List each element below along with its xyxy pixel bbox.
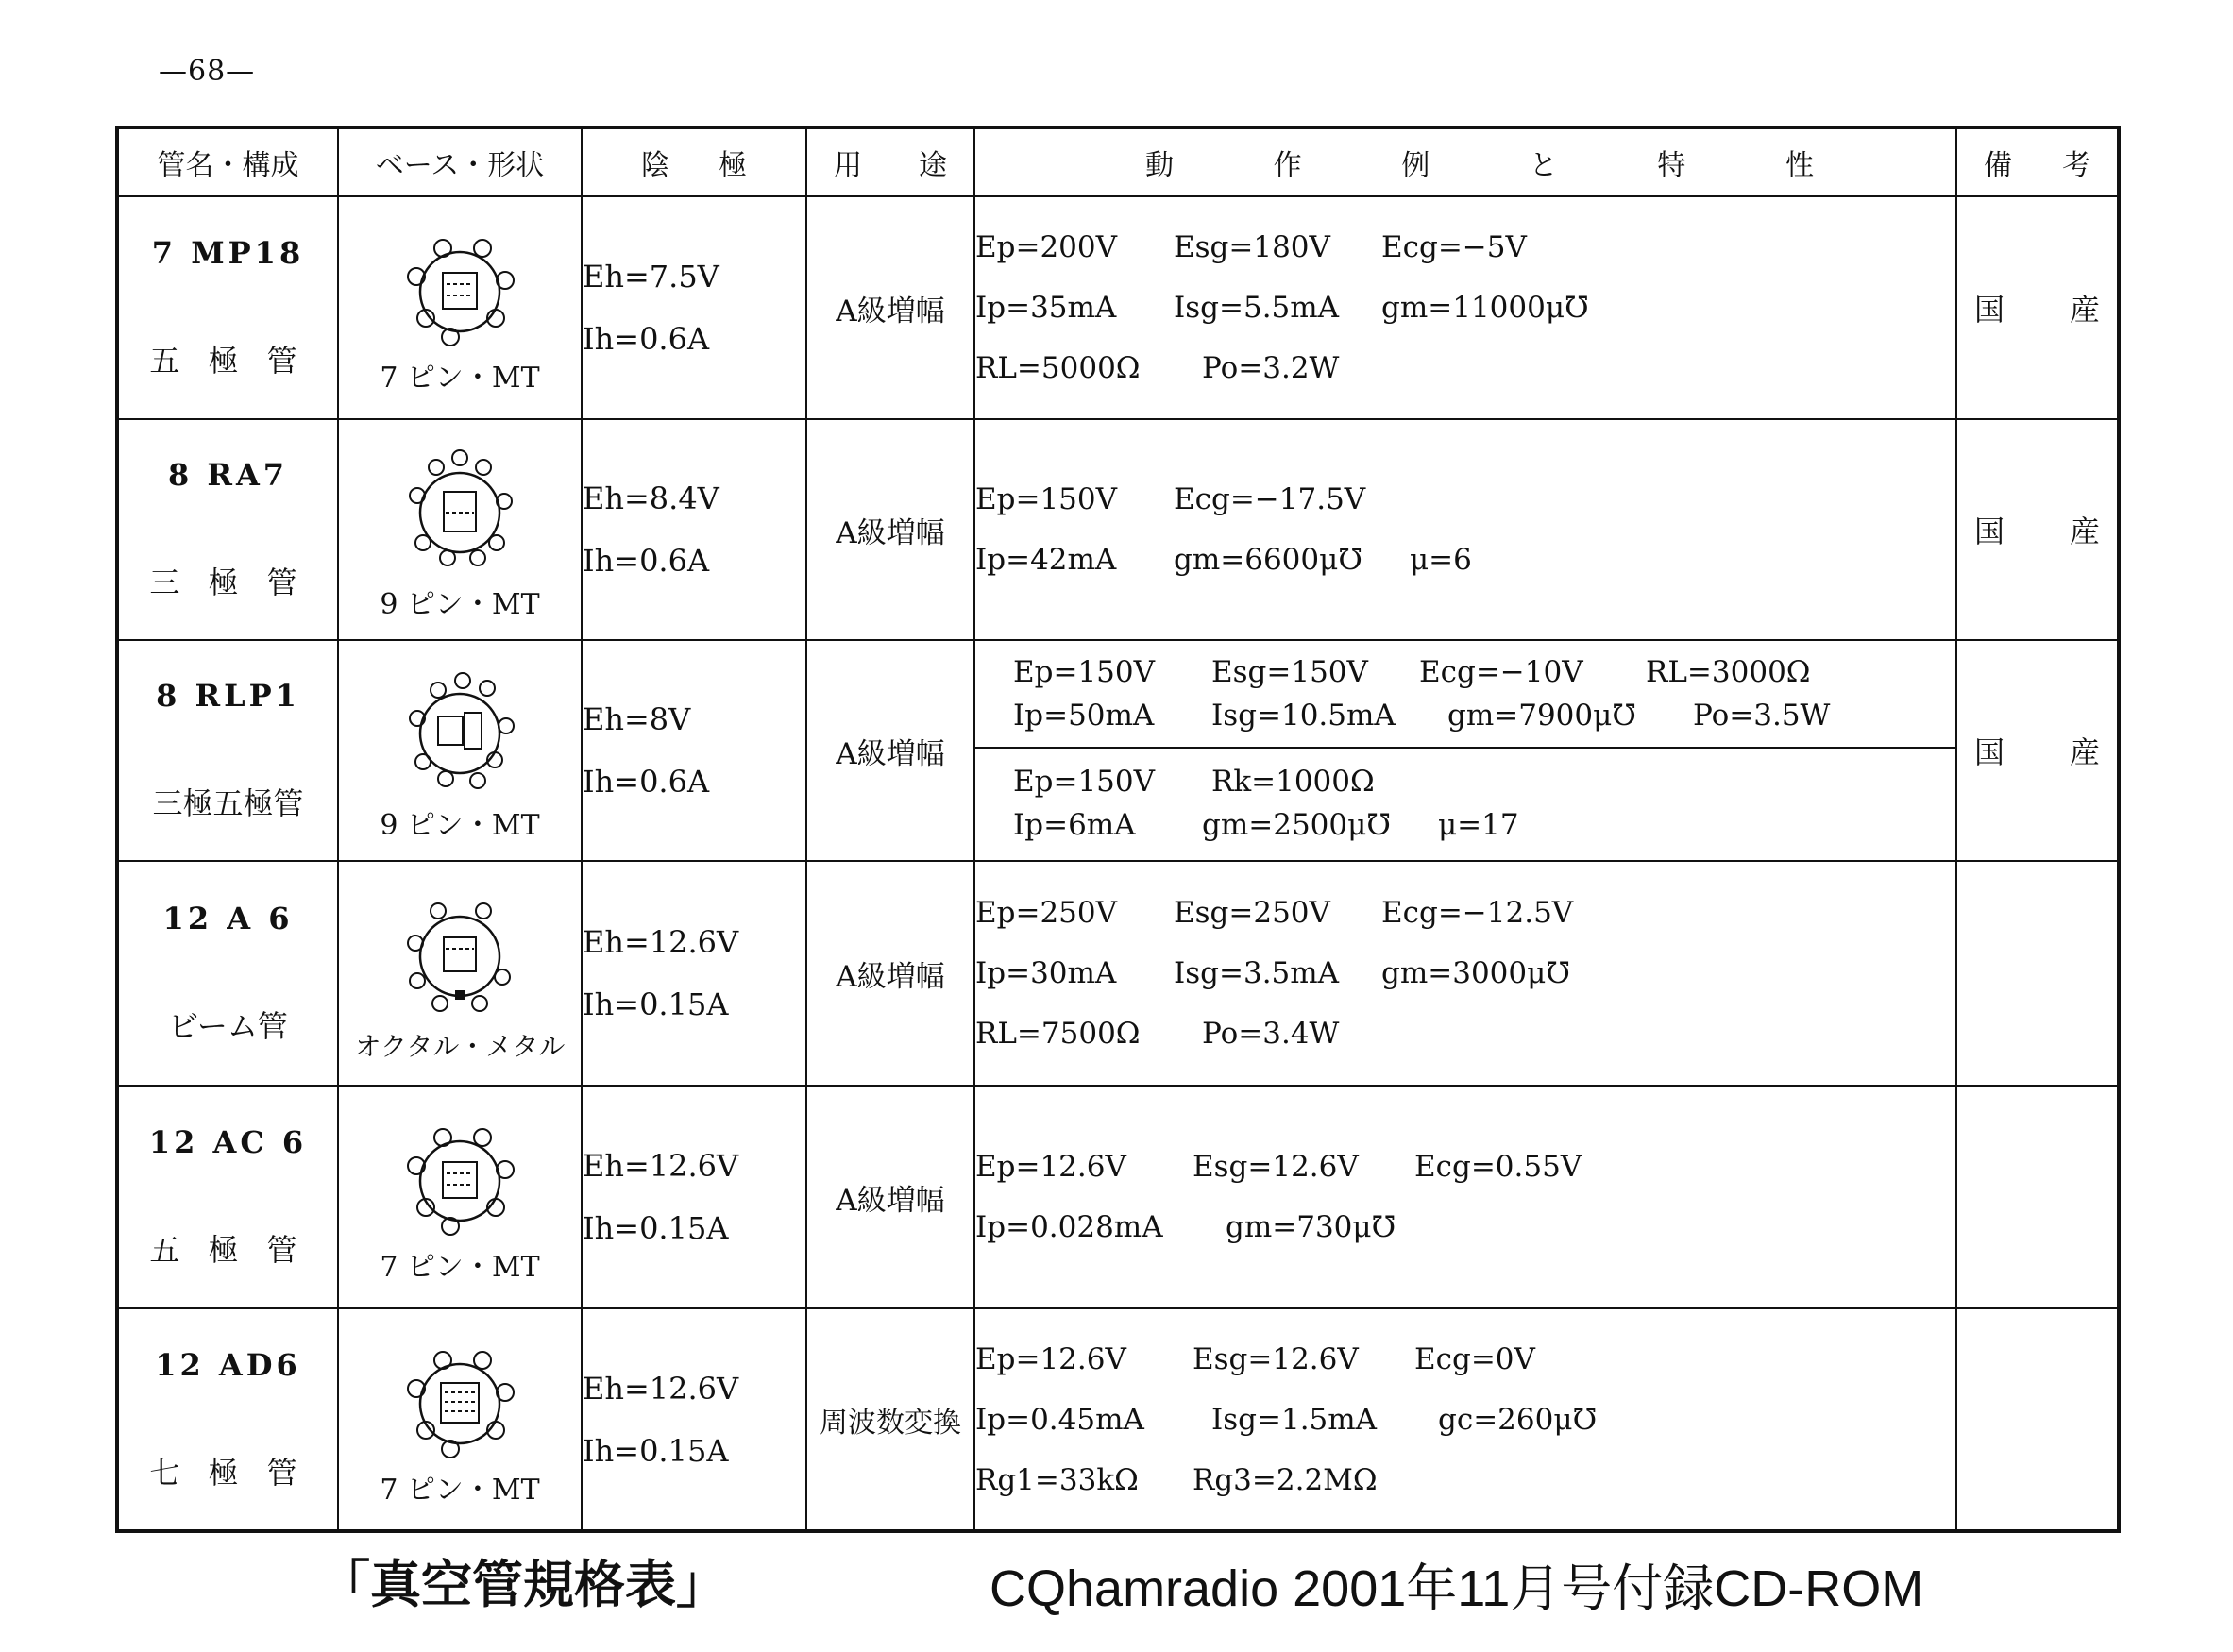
header-ops: 動 作 例 と 特 性 xyxy=(974,127,1956,196)
tube-model: 12 AC 6 xyxy=(148,1124,308,1160)
header-row xyxy=(117,127,2119,196)
table-row: 8 RA7 三 極 管 9 ピン・MT Eh=8.4V Ih=0.6A A級増幅 Ep=150V Ecg=−17.5V Ip=42mA gm=6600μ℧ μ=6 国 産 xyxy=(117,419,2119,640)
header-use: 用 途 xyxy=(806,127,974,196)
heater-voltage: Eh=12.6V xyxy=(583,1370,739,1407)
tube-kind: 七 極 管 xyxy=(149,1454,307,1491)
tube-model: 12 A 6 xyxy=(162,901,294,936)
heater-voltage: Eh=7.5V xyxy=(583,259,719,295)
tube-kind: 五 極 管 xyxy=(149,343,307,379)
table-row: 12 AD6 七 極 管 7 ピン・MT Eh=12.6V Ih=0.15A 周波数変換 Ep=12.6V Esg=12.6V Ecg=0V Ip=0.45mA Isg=1.5mA gc=260μ℧ Rg1=33kΩ Rg3=2.2MΩ xyxy=(117,1308,2119,1531)
heater-current: Ih=0.15A xyxy=(583,986,729,1022)
use: A級増幅 xyxy=(806,640,974,861)
tube-kind: 三極五極管 xyxy=(152,785,304,821)
pentode-section: Ep=150V Esg=150V Ecg=−10V RL=3000Ω Ip=50mA Isg=10.5mA gm=7900μ℧ Po=3.5W xyxy=(975,641,1955,749)
heater-current: Ih=0.6A xyxy=(583,764,710,800)
base-diagram-icon xyxy=(389,445,531,577)
heater-current: Ih=0.6A xyxy=(583,543,710,579)
table-row: 12 A 6 ビーム管 オクタル・メタル Eh=12.6V Ih=0.15A A級増幅 Ep=250V Esg=250V Ecg=−12.5V Ip=30mA Isg=3.5mA gm=3000μ℧ RL=7500Ω Po=3.4W xyxy=(117,861,2119,1086)
heater-current: Ih=0.15A xyxy=(583,1432,729,1469)
triode-section: Ep=150V Rk=1000Ω Ip=6mA gm=2500μ℧ μ=17 xyxy=(1013,765,1519,842)
base-diagram-icon xyxy=(389,890,531,1022)
footer-title: 「真空管規格表」 xyxy=(319,1555,727,1614)
heater-voltage: Eh=8.4V xyxy=(583,480,719,516)
footer-source: CQhamradio 2001年11月号付録CD-ROM xyxy=(990,1560,1924,1617)
tube-kind: 五 極 管 xyxy=(149,1232,307,1268)
base-type: オクタル・メタル xyxy=(354,1031,566,1062)
base-type: 7 ピン・MT xyxy=(380,1251,540,1284)
base-diagram-icon xyxy=(394,228,526,350)
tube-model: 12 AD6 xyxy=(155,1346,301,1383)
header-note: 備 考 xyxy=(1956,127,2119,196)
heater-current: Ih=0.6A xyxy=(583,321,710,357)
use: A級増幅 xyxy=(806,196,974,419)
base-type: 7 ピン・MT xyxy=(380,1473,540,1507)
base-type: 7 ピン・MT xyxy=(380,362,540,395)
page-number: —68— xyxy=(159,55,256,88)
tube-model: 8 RA7 xyxy=(167,457,289,493)
tube-spec-table xyxy=(115,126,2121,1533)
header-cathode: 陰 極 xyxy=(582,127,806,196)
base-type: 9 ピン・MT xyxy=(380,809,540,842)
use: 周波数変換 xyxy=(806,1308,974,1531)
tube-kind: ビーム管 xyxy=(168,1008,288,1044)
table-row: 7 MP18 五 極 管 7 ピン・MT Eh=7.5V Ih=0.6A A級増幅 Ep=200V Esg=180V Ecg=−5V Ip=35mA Isg=5.5mA gm=11000μ℧ RL=5000Ω Po=3.2W 国 産 xyxy=(117,196,2119,419)
base-diagram-icon xyxy=(394,1117,526,1239)
heater-voltage: Eh=12.6V xyxy=(583,1148,739,1184)
use: A級増幅 xyxy=(806,861,974,1086)
base-diagram-icon xyxy=(389,666,531,798)
table-row: 8 RLP1 三極五極管 9 ピン・MT Eh=8V Ih=0.6A A級増幅 Ep=150V Esg=150V Ecg=−10V RL=3000Ω Ip=50mA Isg=10.5mA gm=7900μ℧ Po=3.5W Ep=150V Rk=1000Ω Ip=6mA gm=2500μ℧ μ=17 国 産 xyxy=(117,640,2119,861)
tube-kind: 三 極 管 xyxy=(149,565,307,600)
use: A級増幅 xyxy=(806,1086,974,1308)
heater-current: Ih=0.15A xyxy=(583,1210,729,1246)
header-base: ベース・形状 xyxy=(338,127,582,196)
heater-voltage: Eh=8V xyxy=(583,701,691,737)
heater-voltage: Eh=12.6V xyxy=(583,924,739,960)
header-name: 管名・構成 xyxy=(117,127,338,196)
table-row: 12 AC 6 五 極 管 7 ピン・MT Eh=12.6V Ih=0.15A A級増幅 Ep=12.6V Esg=12.6V Ecg=0.55V Ip=0.028mA gm=730μ℧ xyxy=(117,1086,2119,1308)
base-type: 9 ピン・MT xyxy=(380,588,540,621)
tube-model: 8 RLP1 xyxy=(156,678,300,714)
tube-model: 7 MP18 xyxy=(151,235,305,271)
use: A級増幅 xyxy=(806,419,974,640)
base-diagram-icon xyxy=(394,1340,526,1462)
